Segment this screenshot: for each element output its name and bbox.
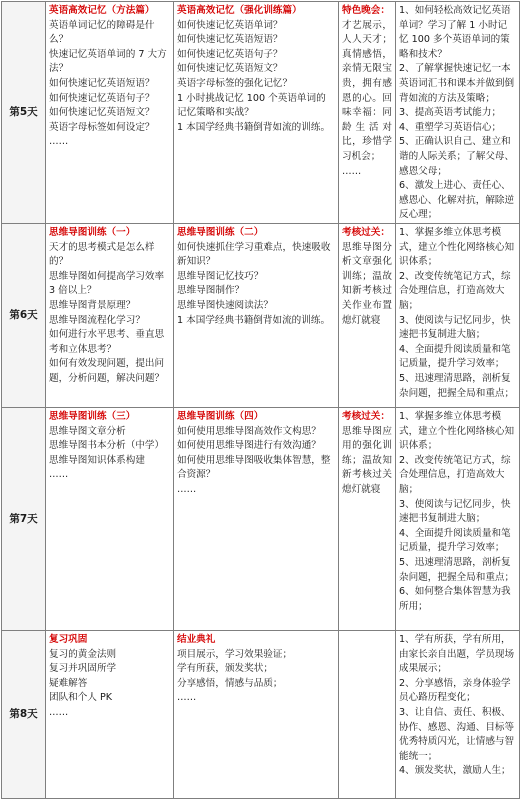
evening-cell xyxy=(339,224,396,408)
cell-line: 如何快速记忆英语句子？ xyxy=(177,48,283,60)
cell-line: 如何快速记忆英语句子？ xyxy=(49,92,155,104)
day-label: 第5天 xyxy=(2,2,46,224)
session-1-cell xyxy=(46,408,174,631)
session-1-cell xyxy=(46,224,174,408)
cell-line: 1 小时挑战记忆 100 个英语单词的记忆策略和实战？ xyxy=(177,92,326,119)
goals-cell xyxy=(396,2,520,224)
cell-line: 2、分享感悟，亲身体验学员心路历程变化； xyxy=(399,677,511,704)
cell-line: 2、改变传统笔记方式，综合处理信息，打造高效大脑； xyxy=(399,270,511,311)
session-2-cell xyxy=(174,631,339,799)
cell-line: 如何使用思维导图高效作文构思？ xyxy=(177,425,321,437)
evening-cell xyxy=(339,2,396,224)
cell-line: 3、使阅读与记忆同步，快速把书复制进大脑； xyxy=(399,498,511,525)
cell-line: 5、迅速理清思路，剖析复杂问题，把握全局和重点； xyxy=(399,556,515,583)
cell-title: 考核过关： xyxy=(342,227,390,238)
cell-title: 特色晚会： xyxy=(342,5,390,16)
cell-line: 如何使用思维导图吸收集体智慧，整合资源？ xyxy=(177,454,331,481)
cell-line: 疑难解答 xyxy=(49,677,88,689)
cell-line: …… xyxy=(49,706,69,718)
goals-cell xyxy=(396,408,520,631)
day-label: 第6天 xyxy=(2,224,46,408)
cell-line: 思维导图知识体系构建 xyxy=(49,454,145,466)
cell-line: …… xyxy=(49,469,69,481)
cell-line: 1、掌握多维立体思考模式，建立个性化网络核心知识体系； xyxy=(399,411,515,452)
cell-line: 思维导图书本分析（中学） xyxy=(49,440,165,452)
goals-cell xyxy=(396,224,520,408)
cell-line: 天才的思考模式是怎么样的？ xyxy=(49,241,155,268)
cell-line: 思维导图分析文章强化训练；温故知新考核过关作业布置熄灯就寝 xyxy=(342,241,392,326)
course-schedule-table xyxy=(1,1,520,799)
cell-line: …… xyxy=(342,165,362,177)
cell-line: 思维导图背景原理？ xyxy=(49,299,136,311)
schedule-row-day5 xyxy=(2,2,520,224)
cell-line: 5、正确认识自己、建立和谐的人际关系；了解父母、感恩父母； xyxy=(399,136,515,177)
cell-line: …… xyxy=(177,483,197,495)
cell-line: 3、提高英语考试能力； xyxy=(399,107,502,119)
cell-line: 思维导图记忆技巧？ xyxy=(177,270,264,282)
cell-line: 思维导图应用的强化训练；温故知新考核过关熄灯就寝 xyxy=(342,425,392,495)
cell-line: 如何快速记忆英语短语？ xyxy=(49,77,155,89)
cell-line: 3、让自信、责任、积极、协作、感恩、沟通、目标等优秀特质闪光，让情感与智能统一； xyxy=(399,706,515,762)
cell-title: 英语高效记忆（方法篇） xyxy=(49,5,155,16)
schedule-row-day7 xyxy=(2,408,520,631)
cell-line: 英语字母标签的强化记忆？ xyxy=(177,77,293,89)
session-2-cell xyxy=(174,224,339,408)
cell-line: 6、激发上进心、责任心、感恩心、化解对抗，解除逆反心理； xyxy=(399,180,515,221)
cell-line: 团队和个人 PK xyxy=(49,692,113,704)
cell-line: 分享感悟，情感与品质； xyxy=(177,677,283,689)
cell-line: 思维导图制作？ xyxy=(177,285,245,297)
cell-line: 5、迅速理清思路，剖析复杂问题，把握全局和重点； xyxy=(399,372,515,399)
cell-line: 英语字母标签如何设定？ xyxy=(49,121,155,133)
cell-line: 如何快速记忆英语短文？ xyxy=(177,63,283,75)
evening-cell xyxy=(339,631,396,799)
cell-line: 如何进行水平思考、垂直思考和立体思考？ xyxy=(49,329,165,355)
goals-cell xyxy=(396,631,520,799)
cell-title: 思维导图训练（四） xyxy=(177,411,264,422)
cell-line: 复习的黄金法则 xyxy=(49,648,117,660)
cell-title: 考核过关： xyxy=(342,411,390,422)
cell-line: 如何快速记忆英语短文？ xyxy=(49,107,155,119)
session-2-cell xyxy=(174,2,339,224)
cell-line: 2、改变传统笔记方式，综合处理信息，打造高效大脑； xyxy=(399,454,511,495)
cell-title: 思维导图训练（二） xyxy=(177,227,264,238)
cell-line: 如何快速记忆英语短语？ xyxy=(177,34,283,46)
cell-line: 4、重塑学习英语信心； xyxy=(399,121,502,133)
cell-line: 1 本国学经典书籍倒背如流的训练。 xyxy=(177,121,331,133)
cell-line: 复习并巩固所学 xyxy=(49,663,117,675)
session-2-cell xyxy=(174,408,339,631)
cell-line: 英语单词记忆的障碍是什么？ xyxy=(49,19,155,46)
cell-line: 4、全面提升阅读质量和笔记质量，提升学习效率； xyxy=(399,527,511,554)
day-label: 第7天 xyxy=(2,408,46,631)
cell-line: 思维导图文章分析 xyxy=(49,425,126,437)
cell-line: 思维导图快速阅读法？ xyxy=(177,299,273,311)
schedule-row-day8 xyxy=(2,631,520,799)
cell-line: 思维导图如何提高学习效率 3 倍以上？ xyxy=(49,270,165,297)
cell-title: 思维导图训练（三） xyxy=(49,411,136,422)
cell-line: 2、了解掌握快速记忆一本英语词汇书和课本并做到倒背如流的方法及策略； xyxy=(399,63,515,104)
cell-title: 复习巩固 xyxy=(49,634,88,645)
cell-title: 英语高效记忆（强化训练篇） xyxy=(177,5,302,16)
cell-line: 如何快速记忆英语单词？ xyxy=(177,19,283,31)
cell-line: 学有所获，颁发奖状； xyxy=(177,663,273,675)
cell-line: 才艺展示，人人天才；真情感悟，亲情无限宝贵，拥有感恩的心。回味幸福：同龄生活对比，珍惜学习机会； xyxy=(342,19,392,162)
cell-line: 思维导图流程化学习？ xyxy=(49,314,145,326)
cell-line: 4、颁发奖状，激励人生； xyxy=(399,765,511,777)
cell-line: 项目展示，学习效果验证； xyxy=(177,648,293,660)
cell-line: 1、如何轻松高效记忆英语单词？学习了解 1 小时记忆 100 多个英语单词的策略和技术？ xyxy=(399,5,511,60)
cell-title: 结业典礼 xyxy=(177,634,216,645)
cell-line: 如何使用思维导图进行有效沟通？ xyxy=(177,440,321,452)
cell-line: 6、如何整合集体智慧为我所用； xyxy=(399,586,511,612)
cell-title: 思维导图训练（一） xyxy=(49,227,136,238)
session-1-cell xyxy=(46,631,174,799)
cell-line: 1 本国学经典书籍倒背如流的训练。 xyxy=(177,314,331,326)
cell-line: 3、使阅读与记忆同步，快速把书复制进大脑； xyxy=(399,314,511,341)
session-1-cell xyxy=(46,2,174,224)
day-label: 第8天 xyxy=(2,631,46,799)
cell-line: 如何有效发现问题，提出问题，分析问题，解决问题？ xyxy=(49,358,165,384)
evening-cell xyxy=(339,408,396,631)
cell-line: 1、学有所获，学有所用，由家长亲自出题，学员现场成果展示； xyxy=(399,634,515,675)
cell-line: …… xyxy=(49,136,69,148)
cell-line: 4、全面提升阅读质量和笔记质量，提升学习效率； xyxy=(399,343,511,370)
cell-line: 如何快速抓住学习重难点，快速吸收新知识？ xyxy=(177,241,331,268)
schedule-row-day6 xyxy=(2,224,520,408)
cell-line: 1、掌握多维立体思考模式，建立个性化网络核心知识体系； xyxy=(399,227,515,268)
cell-line: …… xyxy=(177,692,197,704)
cell-line: 快速记忆英语单词的 7 大方法？ xyxy=(49,48,167,75)
